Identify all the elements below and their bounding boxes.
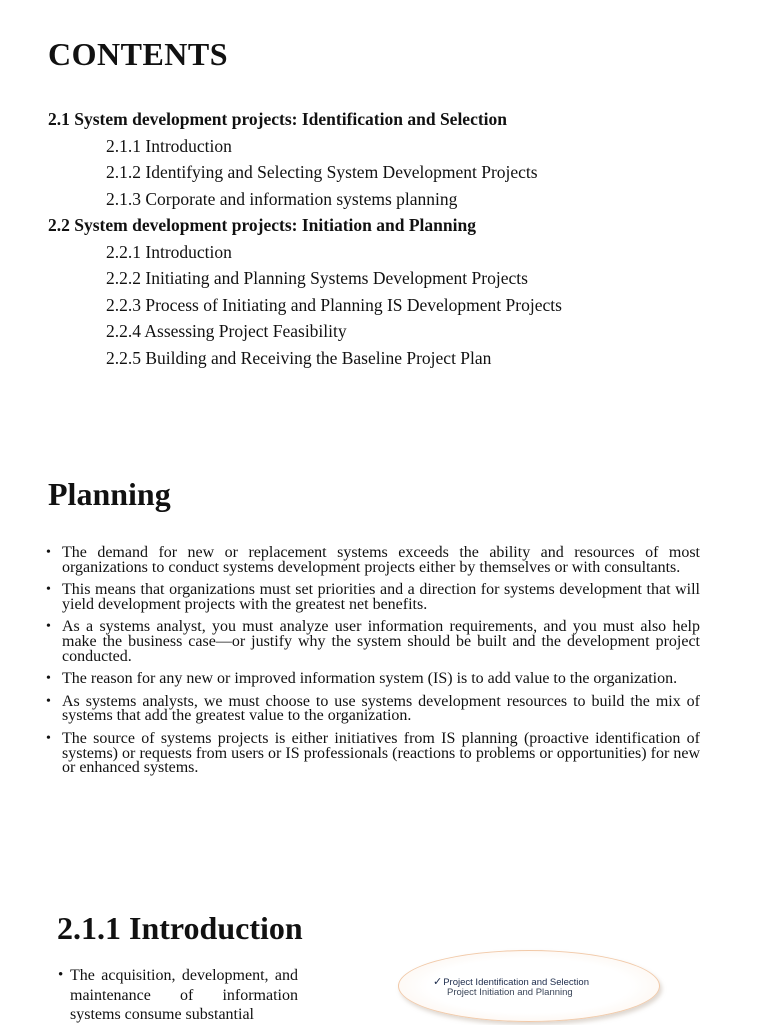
list-item	[46, 546, 700, 575]
introduction-bullet-list	[58, 966, 298, 1025]
process-stage-diagram	[398, 950, 660, 1022]
bullet-text: The acquisition, development, and maintenance of information systems consume substantial	[70, 967, 298, 1023]
toc-entry: 2.2.4 Assessing Project Feasibility	[106, 321, 347, 341]
bullet-icon: •	[46, 582, 51, 598]
diagram-line-next	[447, 987, 573, 998]
introduction-title: 2.1.1 Introduction	[57, 910, 303, 946]
bullet-text: The demand for new or replacement systems exceeds the ability and resources of most organizations to conduct systems development projects either by themselves or with consultants.	[62, 544, 700, 576]
list-item	[46, 692, 700, 725]
toc-entry: 2.1.1 Introduction	[106, 135, 232, 156]
list-item	[58, 966, 298, 1025]
toc-entry: 2.2.2 Initiating and Planning Systems Development Projects	[106, 268, 528, 288]
diagram-label: Project Identification and Selection	[443, 977, 589, 988]
bullet-text: This means that organizations must set priorities and a direction for systems development that will yield development projects with the greatest net benefits.	[62, 581, 700, 613]
toc-entry: 2.1.3 Corporate and information systems planning	[106, 188, 458, 209]
bullet-icon: •	[46, 671, 51, 687]
list-item	[46, 672, 700, 687]
table-of-contents	[48, 106, 728, 371]
list-item	[46, 729, 700, 777]
bullet-text: The reason for any new or improved information system (IS) is to add value to the organization.	[62, 670, 678, 688]
planning-title: Planning	[48, 476, 171, 512]
list-item	[46, 620, 700, 664]
toc-entry: 2.2.1 Introduction	[106, 241, 232, 262]
bullet-text: As systems analysts, we must choose to use systems development resources to build the mix of systems that add the greatest value to the organization.	[62, 692, 700, 725]
toc-entry: 2.2 System development projects: Initiation and Planning	[48, 215, 476, 235]
bullet-icon: •	[46, 619, 51, 635]
bullet-text: The source of systems projects is either initiatives from IS planning (proactive identification of systems) or requests from users or IS professionals (reactions to problems or opportunities) for new or enhanced systems.	[62, 729, 700, 777]
bullet-text: As a systems analyst, you must analyze user information requirements, and you must also help make the business case—or justify why the system should be built and the development project conducted.	[62, 618, 700, 665]
toc-entry: 2.1 System development projects: Identification and Selection	[48, 109, 508, 129]
bullet-icon: •	[46, 545, 51, 560]
planning-bullet-list	[46, 546, 700, 784]
toc-entry: 2.2.3 Process of Initiating and Planning IS Development Projects	[106, 294, 562, 315]
toc-entry: 2.2.5 Building and Receiving the Baseline Project Plan	[106, 347, 492, 368]
diagram-label: Project Initiation and Planning	[447, 987, 573, 998]
list-item	[46, 583, 700, 612]
bullet-icon: •	[46, 730, 51, 746]
check-icon: ✓	[433, 976, 443, 988]
bullet-icon: •	[46, 693, 51, 709]
toc-entry: 2.1.2 Identifying and Selecting System Development Projects	[106, 162, 538, 182]
contents-title: CONTENTS	[48, 36, 229, 72]
bullet-icon: •	[58, 967, 64, 983]
